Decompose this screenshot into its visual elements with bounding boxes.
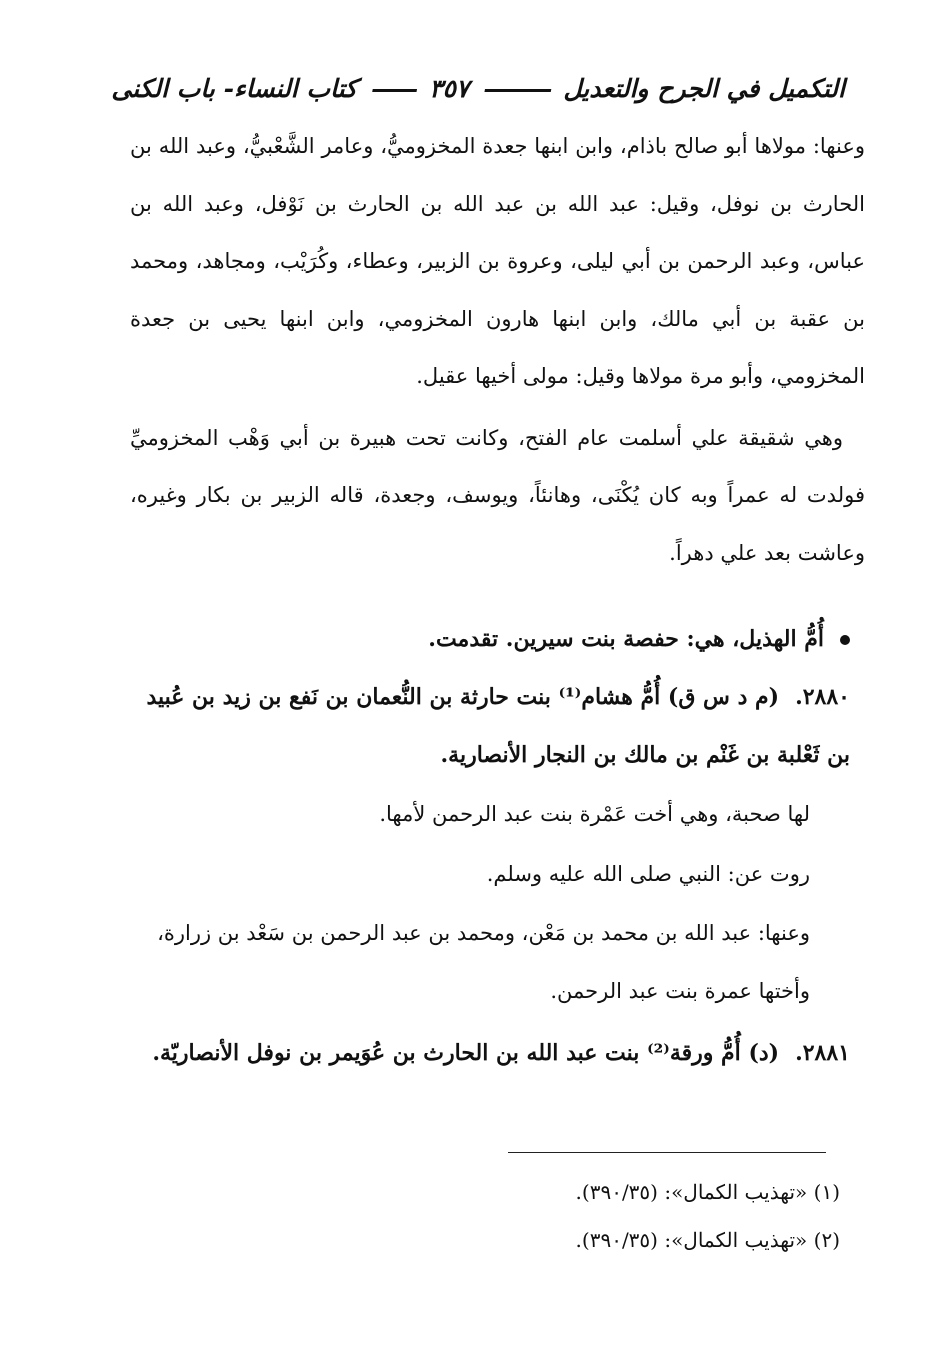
- entry-heading: [130, 1024, 850, 1082]
- entry-line: لها صحبة، وهي أخت عَمْرة بنت عبد الرحمن لأمها.: [379, 802, 810, 826]
- book-title: التكميل في الجرح والتعديل: [563, 73, 845, 103]
- entry-line: وعنها: عبد الله بن محمد بن مَعْن، ومحمد بن عبد الرحمن بن سَعْد بن زرارة، وأختها عمرة بنت عبد الرحمن.: [157, 921, 810, 1003]
- bullet-entry-text: أُمُّ الهذيل، هي: حفصة بنت سيرين. تقدمت.: [428, 626, 824, 652]
- footnote-2: (٢) «تهذيب الكمال»: (٣٩٠/٣٥).: [575, 1228, 840, 1252]
- entry-heading-text: (م د س ق) أُمُّ هشام⁽¹⁾ بنت حارثة بن النُّعمان بن نَفع بن زيد بن عُبيد بن ثَعْلبة بن غَنْم بن مالك بن النجار الأنصارية.: [146, 684, 850, 768]
- entry-2880: [130, 668, 850, 1020]
- bullet-icon: [840, 635, 850, 645]
- footnotes: [500, 1168, 840, 1264]
- entry-number: ٢٨٨٠.: [795, 684, 850, 710]
- paragraph-narrators: وعنها: مولاها أبو صالح باذام، وابن ابنها جعدة المخزوميُّ، وعامر الشَّعْبيُّ، وعبد الله بن الحارث بن نوفل، وقيل: عبد الله بن عبد الله بن الحارث بن نَوْفل، وعبد الله بن عباس، وعبد الرحمن بن أبي ليلى، وعروة بن الزبير، وعطاء، وكُرَيْب، ومجاهد، ومحمد بن عقبة بن أبي مالك، وابن ابنها هارون المخزومي، وابن ابنها يحيى بن جعدة المخزومي، وأبو مرة مولاها وقيل: مولى أخيها عقيل.: [130, 134, 865, 388]
- footnote-divider: [508, 1152, 826, 1153]
- entry-heading-text: (د) أُمُّ ورقة⁽²⁾ بنت عبد الله بن الحارث بن عُوَيمر بن نوفل الأنصاريّة.: [152, 1040, 780, 1066]
- entry-2881: [130, 1024, 850, 1082]
- bullet-entry: [130, 610, 850, 668]
- page-header: [111, 62, 845, 114]
- header-dash: ——: [371, 73, 416, 103]
- page-number: ٣٥٧: [429, 73, 470, 103]
- footnote-1: (١) «تهذيب الكمال»: (٣٩٠/٣٥).: [575, 1180, 840, 1204]
- section-title: كتاب النساء- باب الكنى: [111, 73, 358, 103]
- entry-heading: [130, 668, 850, 784]
- main-text: [130, 118, 865, 582]
- paragraph-biography: وهي شقيقة علي أسلمت عام الفتح، وكانت تحت هبيرة بن أبي وَهْب المخزوميِّ فولدت له عمراً وبه كان يُكْنَى، وهانئاً، ويوسف، وجعدة، قاله الزبير بن بكار وغيره، وعاشت بعد علي دهراً.: [130, 425, 865, 565]
- entry-number: ٢٨٨١.: [795, 1040, 850, 1066]
- header-dash: ———: [483, 73, 550, 103]
- entry-line: روت عن: النبي صلى الله عليه وسلم.: [486, 862, 810, 886]
